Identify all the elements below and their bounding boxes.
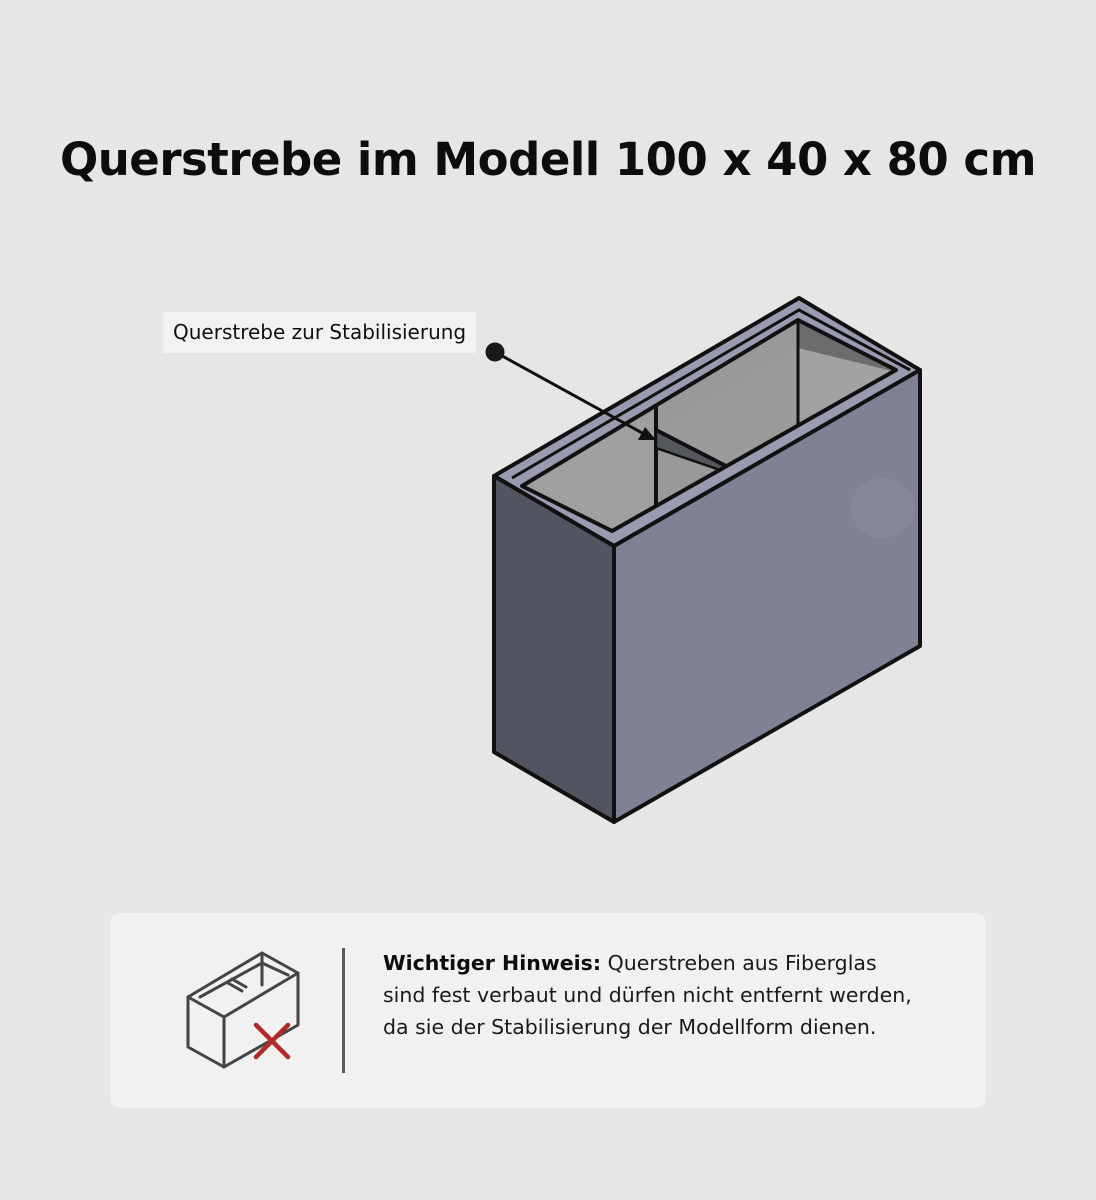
warning-cross (256, 1025, 288, 1057)
page-title: Querstrebe im Modell 100 x 40 x 80 cm (60, 133, 1036, 187)
notice-text (383, 947, 923, 1043)
crossbar-callout-label: Querstrebe zur Stabilisierung (163, 312, 476, 353)
notice-heading: Wichtiger Hinweis: (383, 951, 602, 975)
notice-divider (342, 948, 345, 1073)
planter-crossbar-no-remove-icon (180, 945, 310, 1075)
notice-box (110, 913, 986, 1108)
notice-body: Querstreben aus Fiberglas sind fest verbaut und dürfen nicht entfernt werden, da sie der Stabilisierung der Modellform dienen. (383, 951, 912, 1039)
callout-leader-line (495, 352, 644, 434)
callout-dot (486, 343, 505, 362)
